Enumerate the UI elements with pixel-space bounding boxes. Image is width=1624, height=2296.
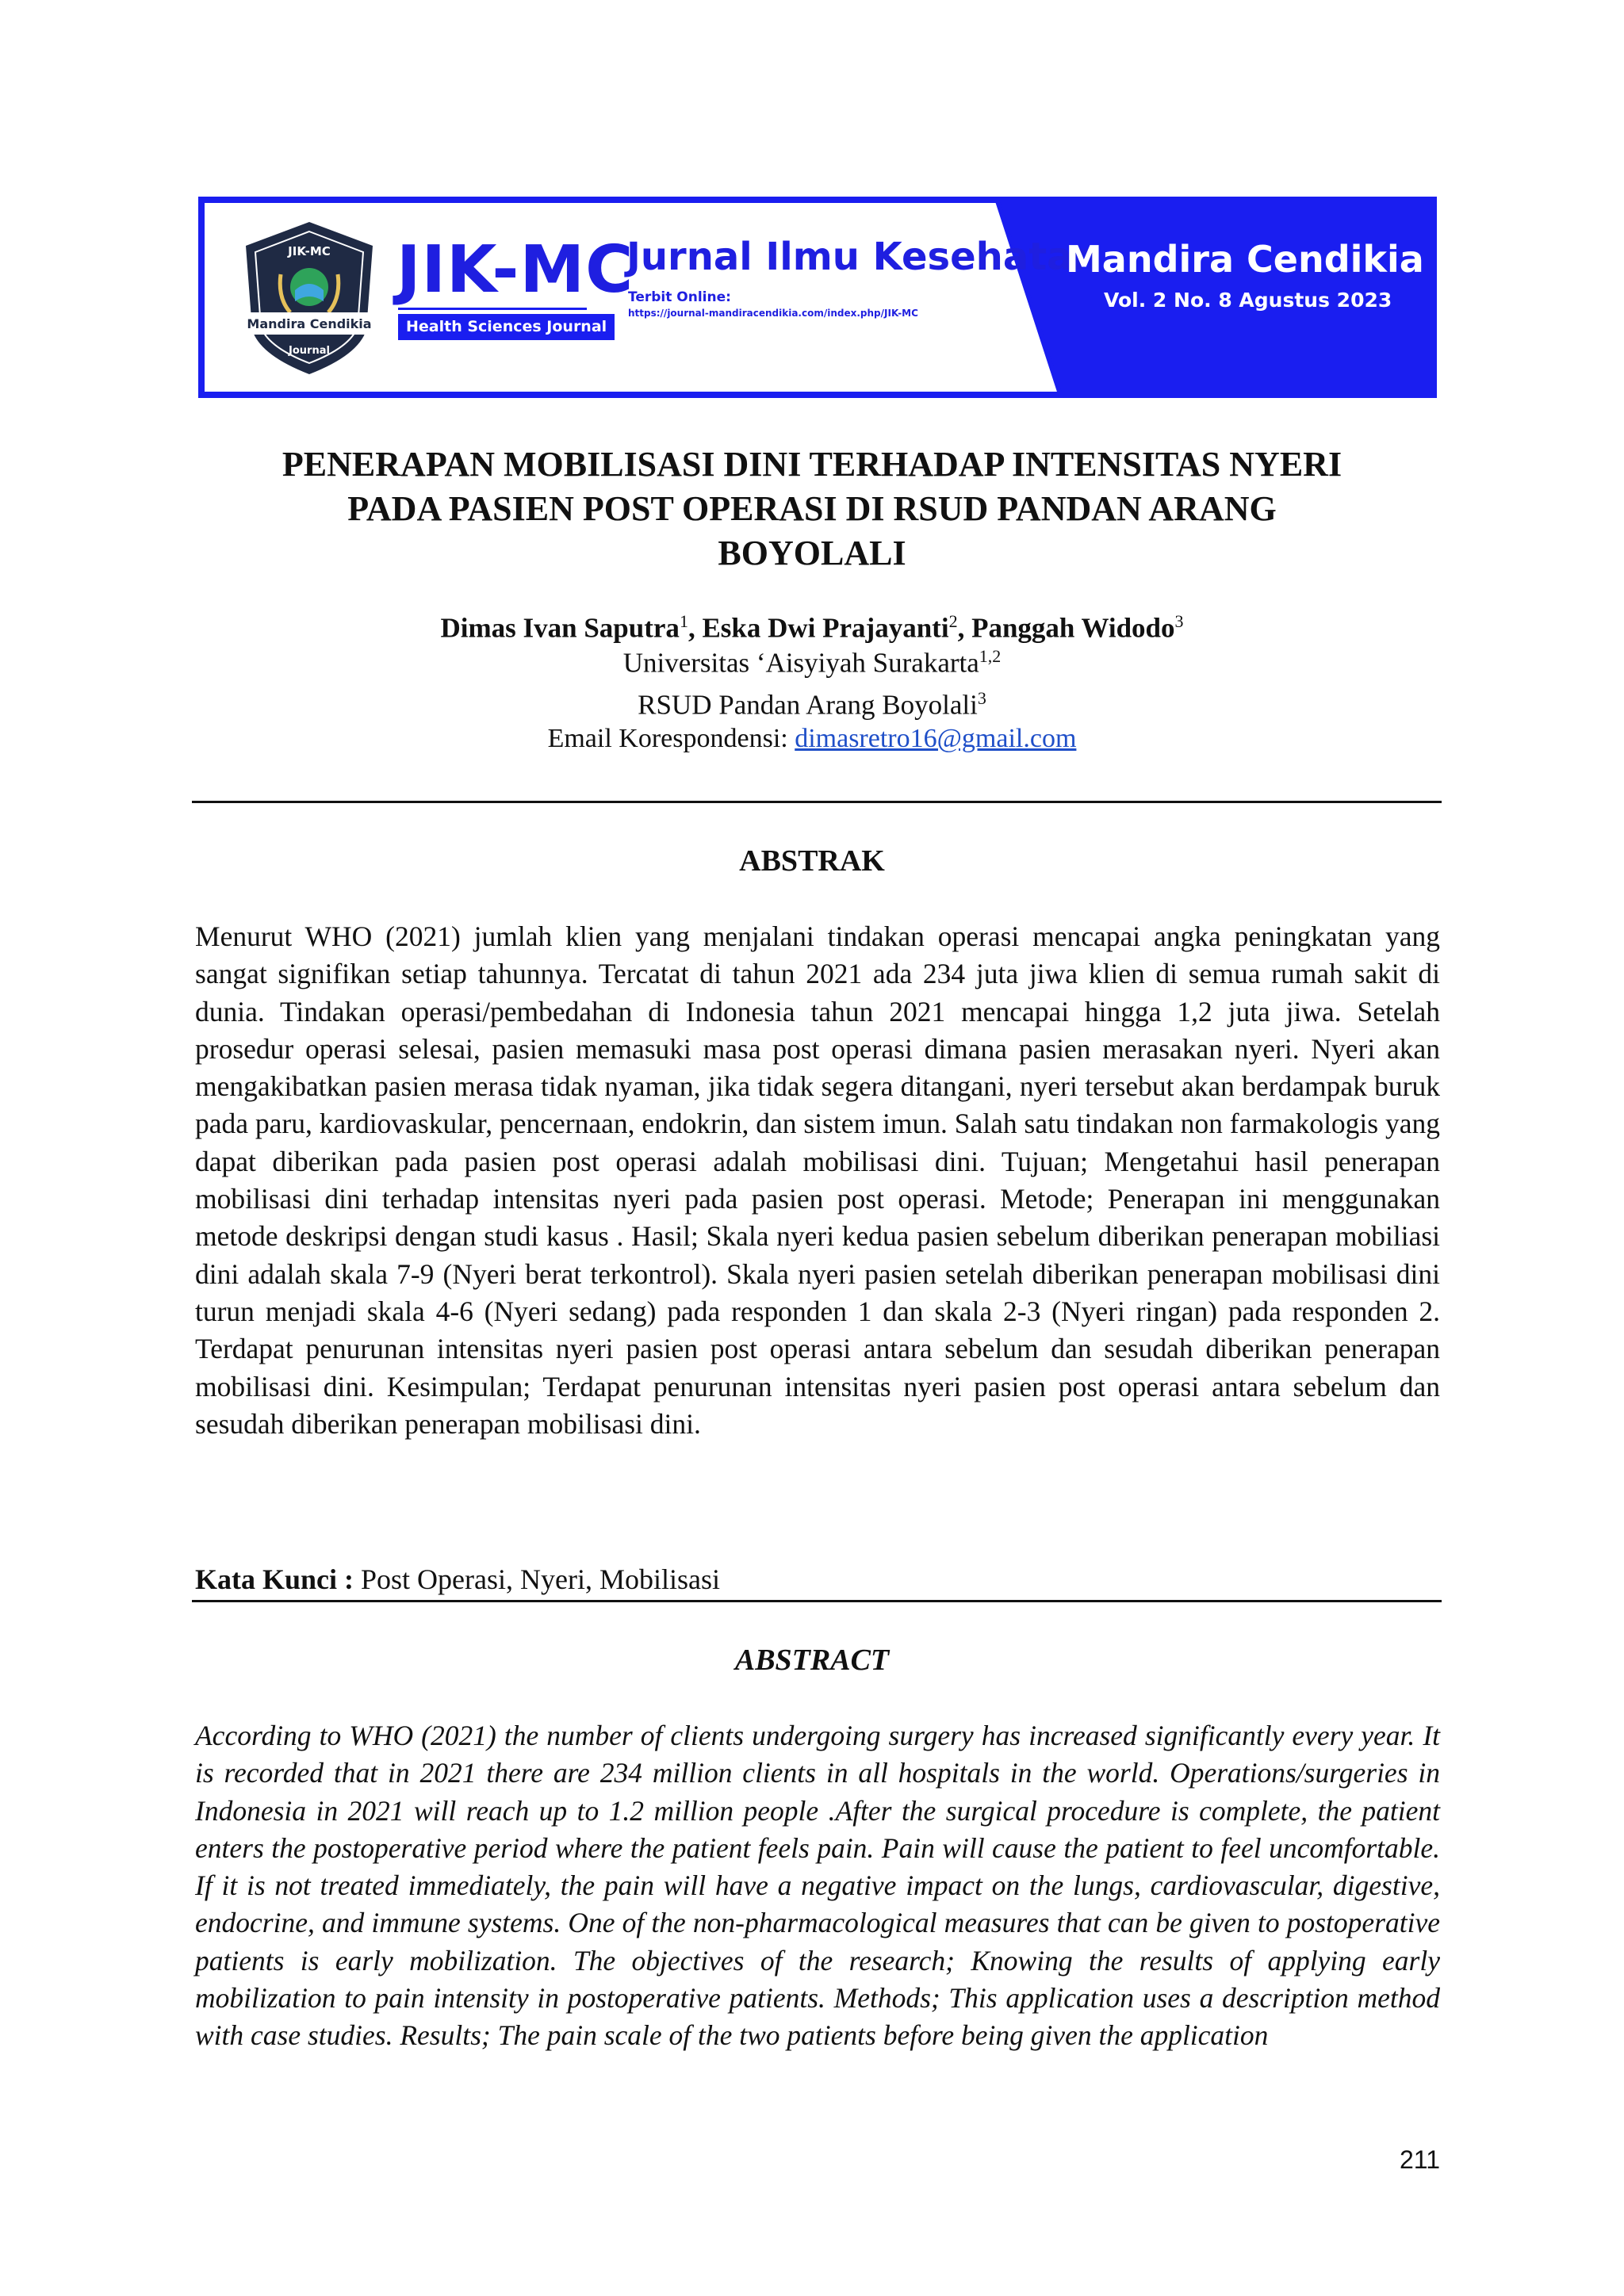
journal-seal-logo (239, 219, 379, 377)
seal-ribbon-text: Mandira Cendikia (247, 316, 372, 331)
affiliation-1 (0, 639, 1624, 681)
author-3-sup: 3 (1174, 611, 1184, 631)
brand-subtitle: Health Sciences Journal (398, 314, 615, 340)
affiliation-1-name: Universitas ‘Aisyiyah Surakarta (622, 647, 979, 679)
title-line-3: BOYOLALI (718, 534, 906, 572)
publisher-name: Mandira Cendikia (1066, 238, 1424, 281)
affiliation-2 (0, 681, 1624, 723)
journal-title: Jurnal Ilmu Kesehatan (626, 235, 1100, 279)
author-1: Dimas Ivan Saputra (440, 612, 680, 644)
online-info (628, 289, 918, 320)
journal-banner (198, 197, 1437, 398)
seal-top-text: JIK-MC (288, 244, 331, 258)
section-divider-top (192, 801, 1442, 803)
affiliation-2-sup: 3 (977, 687, 986, 708)
affiliations (0, 639, 1624, 722)
email-link[interactable]: dimasretro16@gmail.com (795, 724, 1077, 753)
affiliation-2-name: RSUD Pandan Arang Boyolali (638, 689, 978, 721)
title-line-1: PENERAPAN MOBILISASI DINI TERHADAP INTENSITAS NYERI (282, 445, 1342, 484)
keywords-value: Post Operasi, Nyeri, Mobilisasi (361, 1563, 720, 1595)
section-divider-bottom (192, 1600, 1442, 1602)
page-number: 211 (1399, 2145, 1440, 2174)
seal-bottom-text: Journal (289, 345, 330, 357)
brand-name: JIK-MC (396, 232, 634, 308)
keywords-label: Kata Kunci : (195, 1563, 354, 1595)
keywords-line (195, 1562, 720, 1597)
author-2-sup: 2 (948, 611, 958, 631)
brand-rule (398, 308, 587, 310)
author-3: Panggah Widodo (971, 612, 1175, 644)
article-title (0, 442, 1624, 576)
correspondence-line (0, 721, 1624, 756)
abstrak-heading: ABSTRAK (739, 844, 885, 878)
author-2: Eska Dwi Prajayanti (702, 612, 949, 644)
email-label: Email Korespondensi: (547, 724, 788, 753)
abstract-heading: ABSTRACT (734, 1644, 890, 1677)
author-list: Dimas Ivan Saputra$^1$, Eska Dwi Prajayanti$^2$, Panggah Widodo$^3$ (440, 611, 1184, 644)
volume-info: Vol. 2 No. 8 Agustus 2023 (1104, 289, 1392, 312)
online-label: Terbit Online: (628, 289, 731, 305)
abstrak-text: Menurut WHO (2021) jumlah klien yang menjalani tindakan operasi mencapai angka peningkatan yang sangat signifikan setiap tahunnya. Tercatat di tahun 2021 ada 234 juta jiwa klien di semua rumah sakit di dunia. Tindakan operasi/pembedahan di Indonesia tahun 2021 mencapai hingga 1,2 juta jiwa. Setelah prosedur operasi selesai, pasien memasuki masa post operasi dimana pasien merasakan nyeri. Nyeri akan mengakibatkan pasien merasa tidak nyaman, jika tidak segera ditangani, nyeri tersebut akan berdampak buruk pada paru, kardiovaskular, pencernaan, endokrin, dan sistem imun. Salah satu tindakan non farmakologis yang dapat diberikan pada pasien post operasi adalah mobilisasi dini. Tujuan; Mengetahui hasil penerapan mobilisasi dini terhadap intensitas nyeri pada pasien post operasi. Metode; Penerapan ini menggunakan metode deskripsi dengan studi kasus . Hasil; Skala nyeri kedua pasien sebelum diberikan penerapan mobiliasi dini adalah skala 7-9 (Nyeri berat terkontrol). Skala nyeri pasien setelah diberikan penerapan mobilisasi dini turun menjadi skala 4-6 (Nyeri sedang) pada responden 1 dan skala 2-3 (Nyeri ringan) pada responden 2. Terdapat penurunan intensitas nyeri pasien post operasi antara sebelum dan sesudah diberikan penerapan mobilisasi dini. Kesimpulan; Terdapat penurunan intensitas nyeri pasien post operasi antara sebelum dan sesudah diberikan penerapan mobilisasi dini. (195, 920, 1440, 1440)
author-1-sup: 1 (679, 611, 688, 631)
title-line-2: PADA PASIEN POST OPERASI DI RSUD PANDAN ARANG (347, 489, 1277, 528)
affiliation-1-sup: 1,2 (979, 646, 1002, 666)
online-url[interactable]: https://journal-mandiracendikia.com/index.php/JIK-MC (628, 307, 918, 319)
abstract-text: According to WHO (2021) the number of clients undergoing surgery has increased significantly every year. It is recorded that in 2021 there are 234 million clients in all hospitals in the world. Operations/surgeries in Indonesia in 2021 will reach up to 1.2 million people .After the surgical procedure is complete, the patient enters the postoperative period where the patient feels pain. Pain will cause the patient to feel uncomfortable. If it is not treated immediately, the pain will have a negative impact on the lungs, cardiovascular, digestive, endocrine, and immune systems. One of the non-pharmacological measures that can be given to postoperative patients is early mobilization. The objectives of the research; Knowing the results of applying early mobilization to pain intensity in postoperative patients. Methods; This application uses a description method with case studies. Results; The pain scale of the two patients before being given the application (195, 1720, 1440, 2052)
